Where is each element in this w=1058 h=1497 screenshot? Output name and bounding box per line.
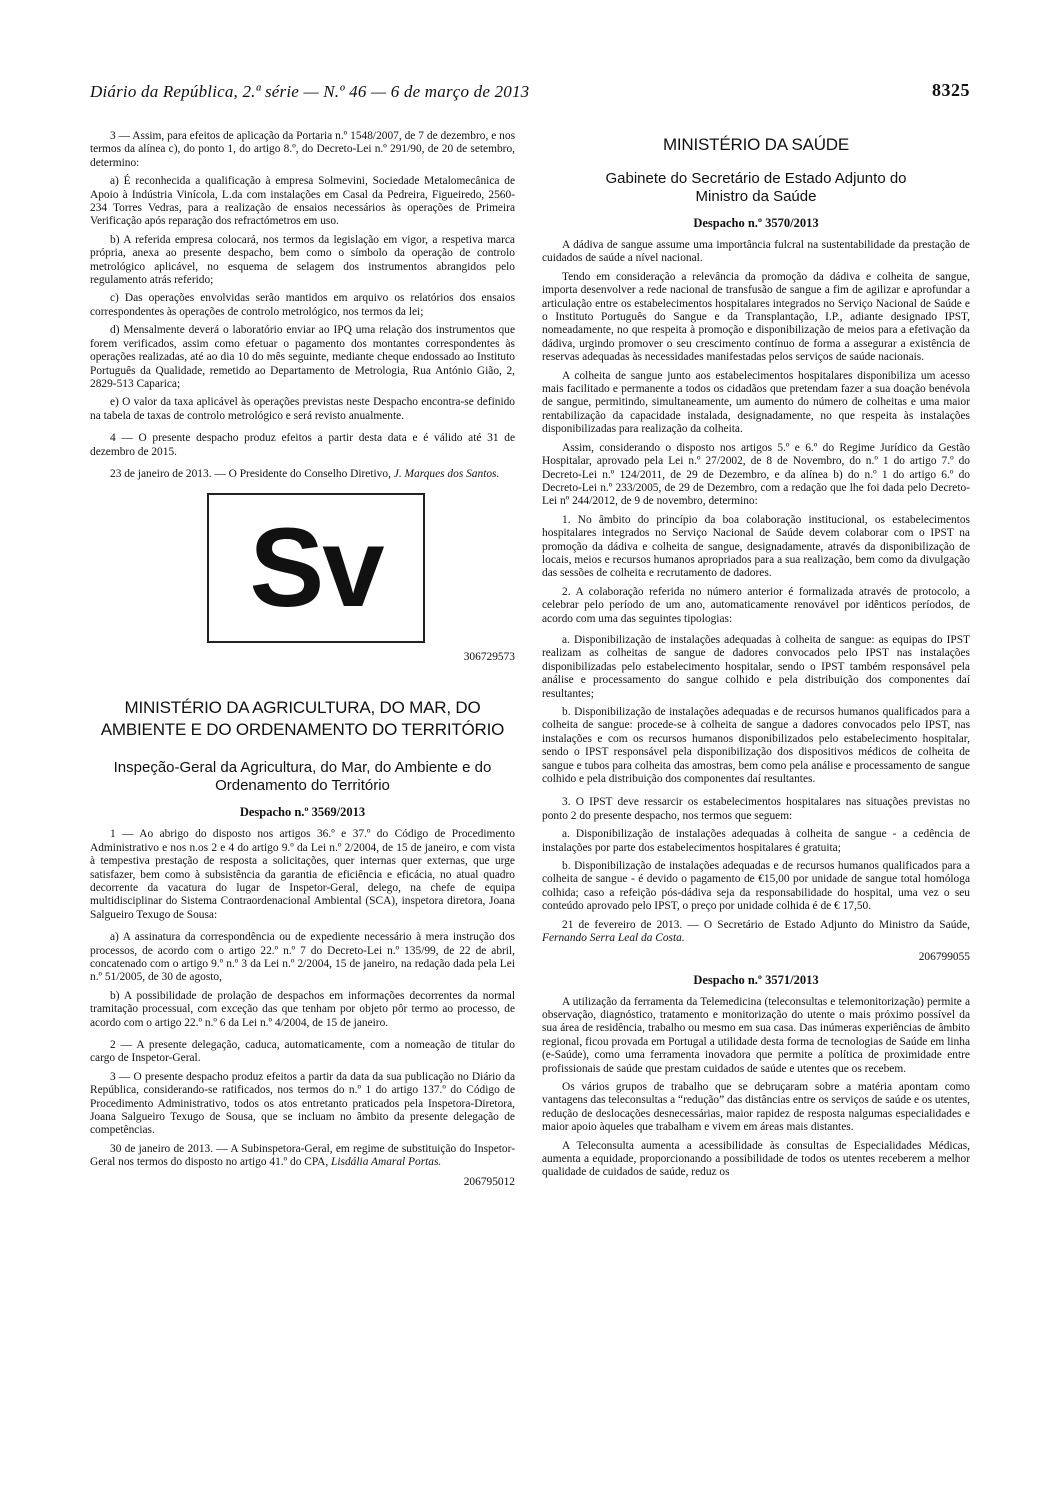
signature-line [542, 919, 970, 946]
ministry-heading: MINISTÉRIO DA SAÚDE [662, 135, 850, 154]
journal-title: Diário da República, 2.ª série — N.º 46 — 6 de março de 2013 [90, 82, 530, 101]
paragraph: b) A referida empresa colocará, nos termos da legislação em vigor, a respetiva marca própria, anexa ao presente despacho, bem como o símbolo da operação de controlo metrológico aplicável, no esquema de selagem dos instrumentos abrangidos pelo regulamento atrás referido; [90, 233, 515, 287]
left-paragraphs-a [90, 130, 515, 423]
paragraph: 4 — O presente despacho produz efeitos a partir desta data e é válido até 31 de dezembro de 2015. [90, 432, 515, 458]
paragraph: 3. O IPST deve ressarcir os estabelecimentos hospitalares nas situações previstas no ponto 2 do presente despacho, nos termos que seguem: [542, 796, 970, 822]
brand-mark-text: Sv [249, 505, 383, 631]
paragraph: a) A assinatura da correspondência ou de expediente necessário à mera instrução dos processos, de acordo com o artigo 22.º n.º 7 do Decreto-Lei n.º 135/99, de 22 de abril, concatenado com o artigo 9.º n.º 3 da Lei n.º 2/2004, 15 de janeiro, na redação dada pela Lei n.º 51/2005, de 30 de agosto, [90, 931, 515, 984]
paragraph: A Teleconsulta aumenta a acessibilidade às consultas de Especialidades Médicas, aumenta a equidade, proporcionando a possibilidade de todos os utentes receberem a melhor qualidade de cuidados de saúde, reduz os [542, 1139, 970, 1179]
paragraph: b. Disponibilização de instalações adequadas e de recursos humanos qualificados para a colheita de sangue: procede-se à colheita de sangue a dadores convocados pelo IPST, nas instalações e com os recursos humanos disponibilizados pelo estabelecimento hospitalar, sendo o IPST responsável pela disponibilização dos dispositivos médicos de colheita de sangue e tubos para colheita das amostras, bem como pela análise e processamento de sangue colhido e pela distribuição dos componentes daí resultantes. [542, 706, 970, 786]
despacho-title: Despacho n.º 3571/2013 [693, 972, 819, 987]
ministry-heading: MINISTÉRIO DA AGRICULTURA, DO MAR, DO AMBIENTE E DO ORDENAMENTO DO TERRITÓRIO [100, 698, 505, 740]
paragraph: A dádiva de sangue assume uma importância fulcral na sustentabilidade da prestação de cuidados de saúde a nível nacional. [542, 239, 970, 265]
reference-number: 206795012 [463, 1175, 515, 1188]
signatory-name: Lisdália Amaral Portas. [331, 1156, 442, 1169]
paragraph: Assim, considerando o disposto nos artigos 5.º e 6.º do Regime Jurídico da Gestão Hospitalar, aprovado pela Lei n.º 27/2002, de 8 de Novembro, do n.º 1 do artigo 7.º do Decreto-Lei n.º 124/2011, de 29 de Dezembro, e da alínea b) do n.º 1 do artigo 6.º do Decreto-Lei n.º 233/2005, de 29 de Dezembro, com a redação que lhe foi dada pelo Decreto-Lei nº 244/2012, de 9 de novembro, determino: [542, 441, 970, 508]
paragraph: 3 — O presente despacho produz efeitos a partir da data da sua publicação no Diário da República, considerando-se ratificados, nos termos do n.º 1 do artigo 137.º do Código de Procedimento Administrativo, todos os atos entretanto praticados pela Inspetora-Diretora, Joana Salgueiro Texugo de Sousa, que se incluam no âmbito da presente delegação de competências. [90, 1070, 515, 1137]
paragraph: b. Disponibilização de instalações adequadas e de recursos humanos qualificados para a colheita de sangue - é devido o pagamento de €15,00 por unidade de sangue total homóloga colhida; caso a refeição pós-dádiva seja da responsabilidade do hospital, uma vez o seu conteúdo aprovado pelo IPST, o preço por unidade colhida é de € 17,50. [542, 860, 970, 913]
signatory-name: J. Marques dos Santos. [393, 467, 500, 480]
paragraph: a) É reconhecida a qualificação à empresa Solmevini, Sociedade Metalomecânica de Apoio à Indústria Vinícola, L.da com instalações em Casal da Pedreira, Figueiredo, 2560-234 Torres Vedras, para a realização de ensaios necessários às operações de Primeira Verificação após reparação dos refractómetros em uso. [90, 175, 515, 228]
signature-text: 30 de janeiro de 2013. — A Subinspetora-Geral, em regime de substituição do Inspetor-Geral nos termos do disposto no artigo 41.º do CPA, [90, 1142, 515, 1169]
paragraph: A utilização da ferramenta da Telemedicina (teleconsultas e telemonitorização) permite a observação, diagnóstico, tratamento e monitorização do utente o mais próximo possível da sua área de residência, trabalho ou mesmo em sua casa. Das inúmeras experiências de âmbito regional, ficou provada em Portugal a utilidade desta forma de tecnologias de Saúde em linha (e-Saúde), como uma ferramenta inovadora que permite a política de proximidade entre profissionais de saúde que prestam cuidados de saúde e utentes que os recebem. [542, 995, 970, 1075]
paragraph: 3 — Assim, para efeitos de aplicação da Portaria n.º 1548/2007, de 7 de dezembro, e nos termos da alínea c), do ponto 1, do artigo 8.º, do Decreto-Lei n.º 291/90, de 20 de setembro, determino: [90, 130, 515, 169]
signature-line [90, 1143, 515, 1170]
reference-number: 206799055 [918, 950, 970, 963]
right-paragraphs-b [542, 634, 970, 786]
right-paragraphs-a [542, 239, 970, 626]
paragraph: b) A possibilidade de prolação de despachos em informações decorrentes da normal tramitação processual, com exceção das que tenham por objeto pôr termo ao processo, de acordo com o artigo 22.º n.º 6 da Lei n.º 4/2004, de 15 de janeiro. [90, 989, 515, 1029]
paragraph: 1. No âmbito do princípio da boa colaboração institucional, os estabelecimentos hospitalares integrados no Serviço Nacional de Saúde devem colaborar com o IPST na promoção da dádiva e colheita de sangue, designadamente, através da disponibilização de locais, meios e recursos humanos apropriados para a sua realização, bem como da divulgação das sessões de colheita e recrutamento de dadores. [542, 513, 970, 580]
paragraph: c) Das operações envolvidas serão mantidos em arquivo os relatórios dos ensaios correspondentes às operações de controlo metrológico, nos termos da lei; [90, 292, 515, 318]
signatory-name: Fernando Serra Leal da Costa. [542, 932, 685, 945]
despacho-title: Despacho n.º 3569/2013 [239, 805, 366, 820]
office-heading: Inspeção-Geral da Agricultura, do Mar, do Ambiente e do Ordenamento do Território [113, 759, 492, 795]
page-number: 8325 [932, 80, 970, 100]
paragraph: A colheita de sangue junto aos estabelecimentos hospitalares disponibiliza um acesso mais facilitado e permanente a todos os cidadãos que pretendam fazer a sua doação benévola de sangue, permitindo, simultaneamente, um aumento do número de colheitas e uma maior rentabilização da capacidade instalada, designadamente, no que respeita às instalações disponibilizadas para realização da colheita. [542, 369, 970, 436]
paragraph: Tendo em consideração a relevância da promoção da dádiva e colheita de sangue, importa desenvolver a rede nacional de transfusão de sangue a fim de agilizar e aprofundar a articulação entre os estabelecimentos hospitalares integrados no Serviço Nacional de Saúde e o Instituto Português do Sangue e da Transplantação, I.P., adiante designado IPST, nomeadamente, no que respeita à promoção e disponibilização de meios para a efetivação da dádiva, urgindo promover o seu crescimento contínuo de forma a assegurar a existência de reservas adequadas às necessidades manifestadas pelos serviços de saúde nacionais. [542, 270, 970, 364]
right-paragraphs-d [542, 996, 970, 1180]
signature-text: 23 de janeiro de 2013. — O Presidente do Conselho Diretivo, [110, 467, 394, 480]
brand-mark-logo [207, 493, 425, 643]
paragraph: d) Mensalmente deverá o laboratório enviar ao IPQ uma relação dos instrumentos que forem verificados, assim como efetuar o pagamento dos montantes correspondentes às operações realizadas, até ao dia 10 do mês seguinte, mediante cheque endossado ao Instituto Português da Qualidade, remetido ao Departamento de Metrologia, Rua António Gião, 2, 2829-513 Caparica; [90, 324, 515, 390]
paragraph: e) O valor da taxa aplicável às operações previstas neste Despacho encontra-se definido na tabela de taxas de controlo metrológico e será revisto anualmente. [90, 396, 515, 422]
despacho-title: Despacho n.º 3570/2013 [693, 216, 819, 230]
paragraph: 1 — Ao abrigo do disposto nos artigos 36.º e 37.º do Código de Procedimento Administrativo e nos n.os 2 e 4 do artigo 9.º da Lei n.º 2/2004, de 15 de janeiro, e com vista à tempestiva prestação de resposta a solicitações, quer internas quer externas, que urge satisfazer, bem como à subsistência da garantia de eficiência e eficácia, no atual quadro decorrente da vacatura do lugar de Inspetor-Geral, delego, na chefe de equipa multidisciplinar do Sistema Contraordenacional Ambiental (SCA), inspetora diretora, Joana Salgueiro Texugo de Sousa: [90, 828, 515, 921]
office-heading: Gabinete do Secretário de Estado Adjunto do Ministro da Saúde [605, 170, 907, 205]
right-column [542, 130, 970, 1185]
left-column [90, 130, 515, 1192]
right-paragraphs-c [542, 796, 970, 913]
paragraph: a. Disponibilização de instalações adequadas à colheita de sangue: as equipas do IPST realizam as colheitas de sangue de dadores convocados pelo IPST nas instalações disponibilizadas pelo estabelecimento hospitalar, sendo o IPST também responsável pela análise e processamento do sangue colhido e pela distribuição dos componentes daí resultantes; [542, 633, 970, 700]
left-paragraphs-b [90, 828, 515, 1138]
paragraph: a. Disponibilização de instalações adequadas à colheita de sangue - a cedência de instalações por parte dos estabelecimentos hospitalares é gratuita; [542, 828, 970, 854]
reference-number: 306729573 [463, 651, 515, 664]
paragraph: 2 — A presente delegação, caduca, automaticamente, com a nomeação de titular do cargo de Inspetor-Geral. [90, 1039, 515, 1065]
paragraph: 2. A colaboração referida no número anterior é formalizada através de protocolo, a celebrar pelo período de um ano, automaticamente renovável por idênticos períodos, de acordo com uma das seguintes tipologias: [542, 585, 970, 625]
signature-line [90, 468, 515, 481]
signature-text: 21 de fevereiro de 2013. — O Secretário de Estado Adjunto do Ministro da Saúde, [562, 918, 970, 931]
paragraph: Os vários grupos de trabalho que se debruçaram sobre a matéria apontam como vantagens das teleconsultas a “redução” das distâncias entre os serviços de saúde e os utentes, redução de deslocações desnecessárias, maior rapidez de resposta nalgumas especialidades e maior apoio àqueles que trabalham e vivem em áreas mais distantes. [542, 1080, 970, 1134]
page-header [90, 82, 970, 106]
